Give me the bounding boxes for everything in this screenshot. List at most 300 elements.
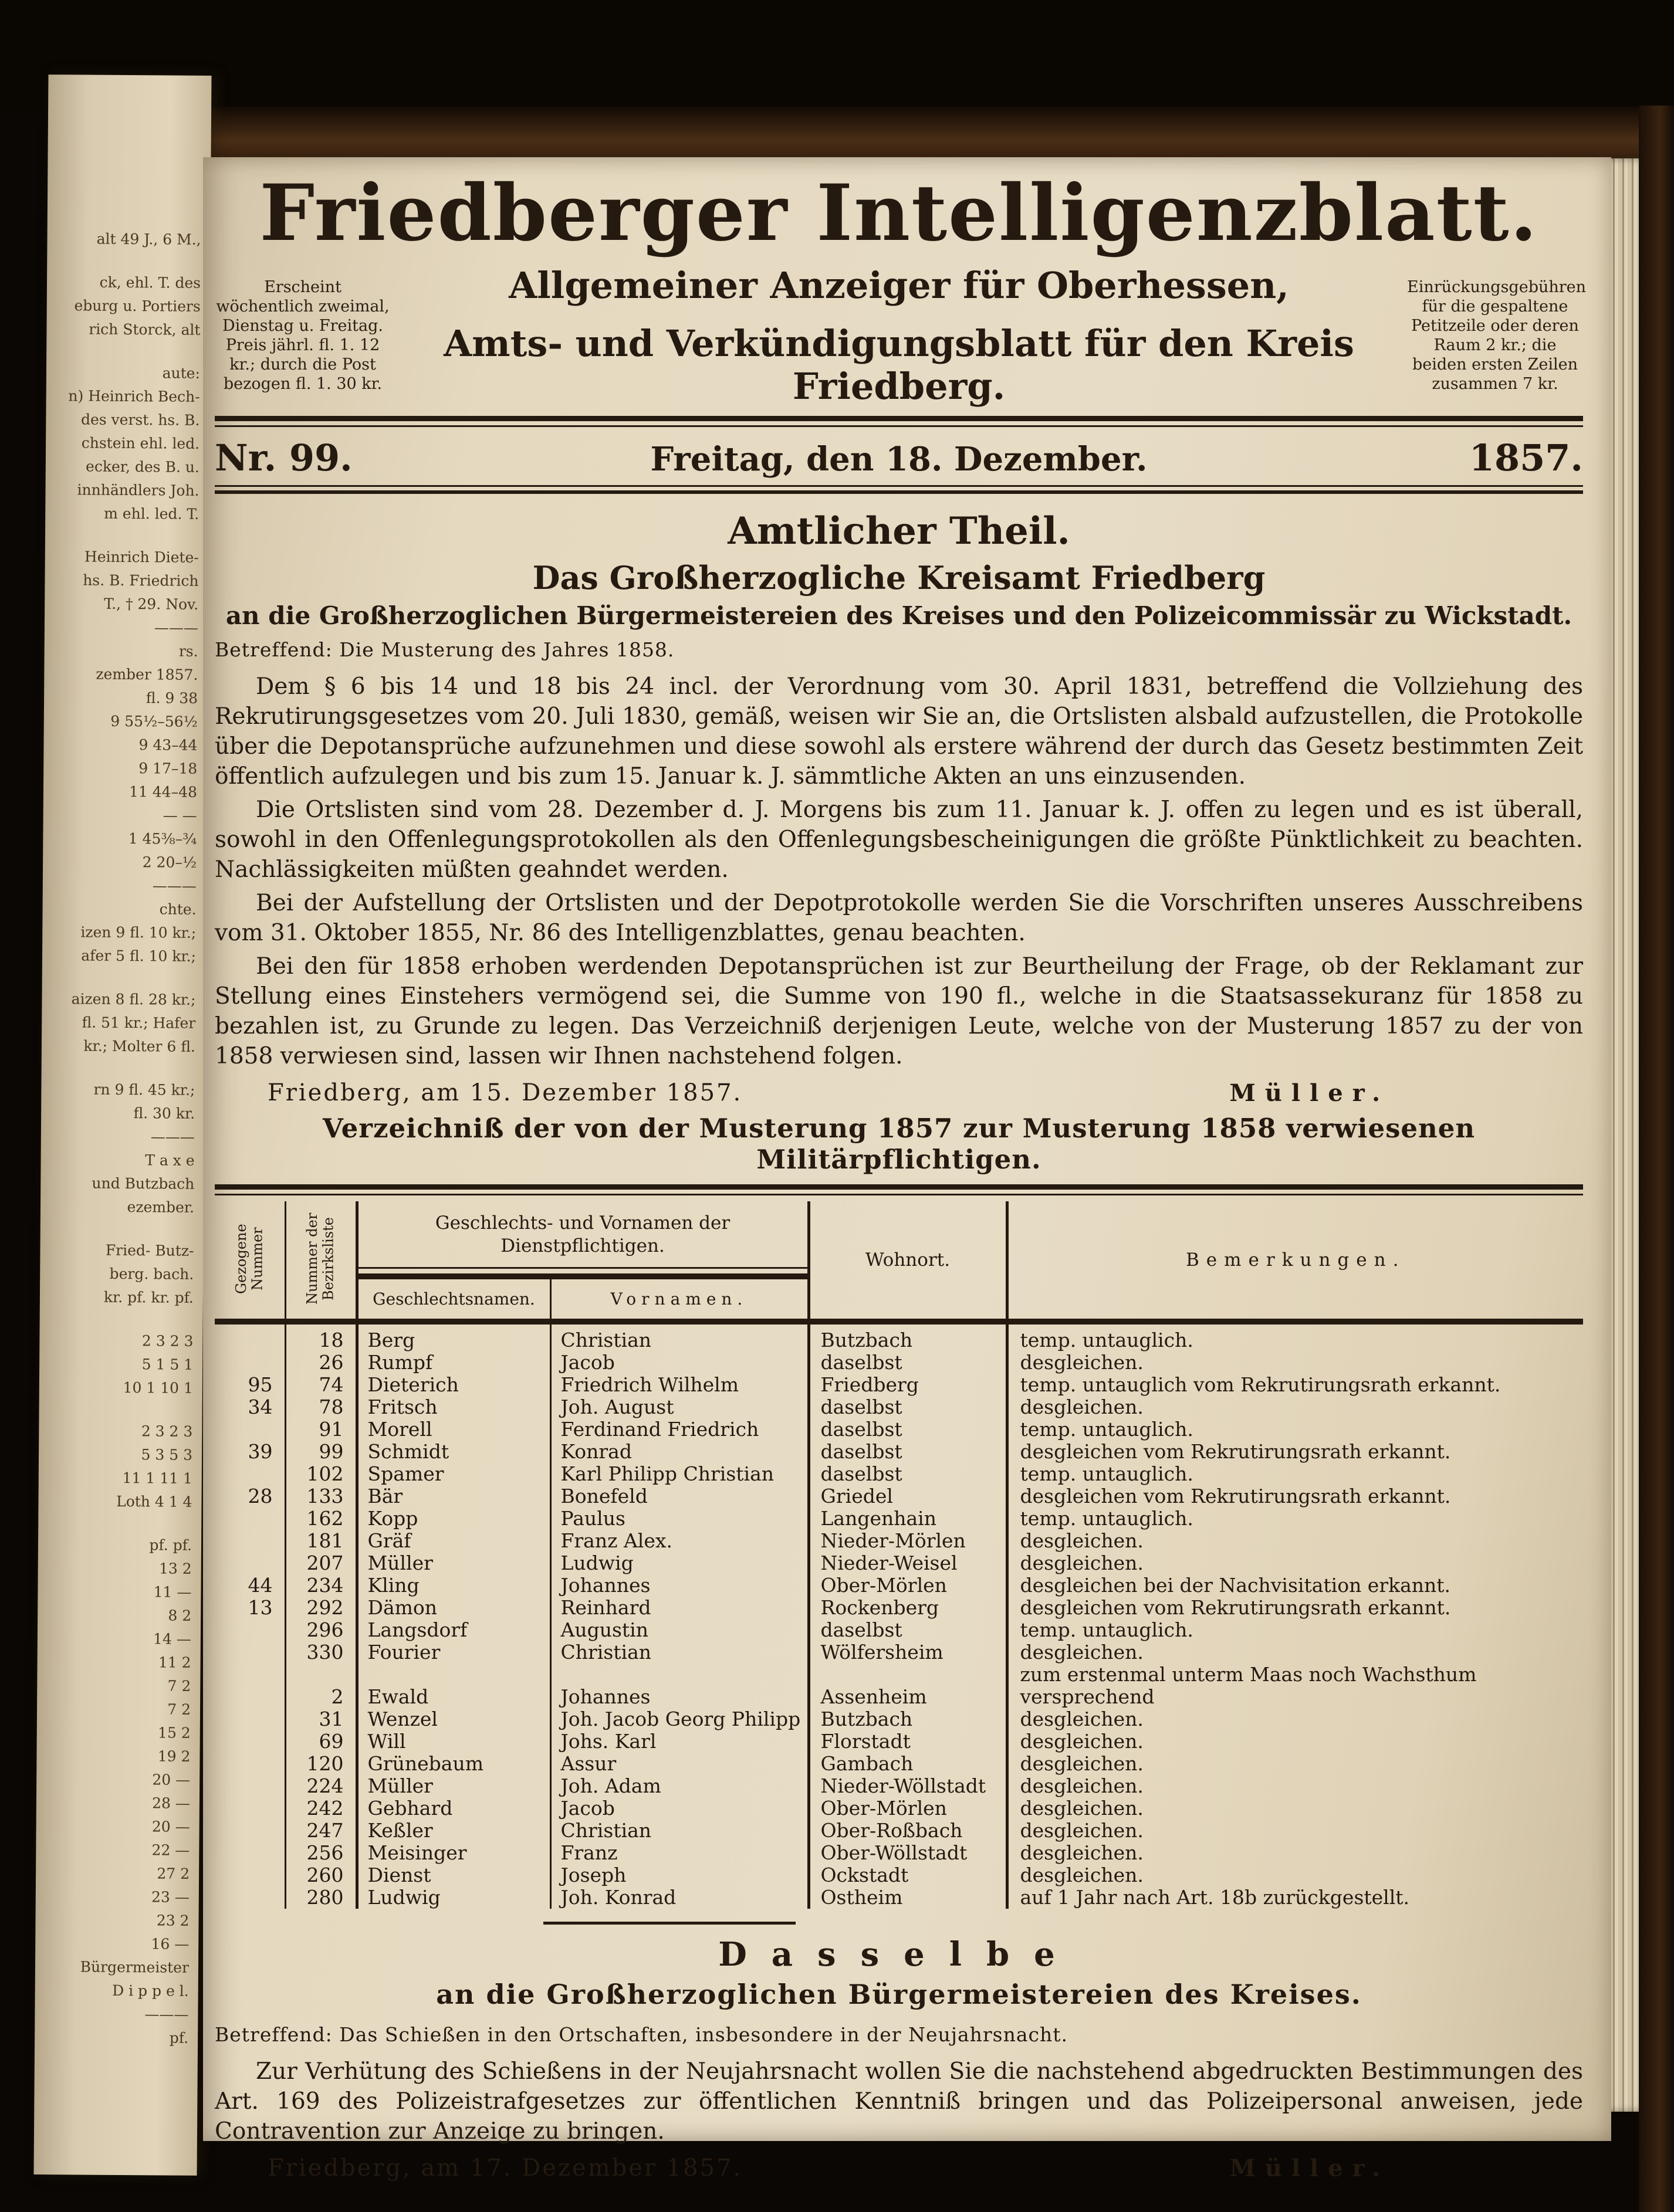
cell-residence: Griedel (809, 1485, 1007, 1508)
margin-fragment: fl. 51 kr.; Hafer (82, 1014, 196, 1032)
cell-drawn-number (215, 1641, 285, 1664)
column-header-district-number-label: Nummer der Bezirksliste (303, 1212, 337, 1305)
cell-remarks: desgleichen bei der Nachvisitation erkannt. (1007, 1574, 1583, 1597)
margin-fragment: 23 2 (156, 1912, 190, 1929)
divider-rule (215, 485, 1583, 487)
cell-district-number: 133 (285, 1485, 357, 1508)
table-row (215, 1619, 1583, 1641)
cell-remarks: desgleichen. (1007, 1708, 1583, 1730)
cell-residence: daselbst (809, 1619, 1007, 1641)
cell-drawn-number: 34 (248, 1395, 273, 1418)
margin-fragment: ——— (150, 1128, 195, 1146)
cell-district-number: 2 (285, 1664, 357, 1708)
masthead-row (215, 263, 1587, 408)
body-paragraph: Dem § 6 bis 14 und 18 bis 24 incl. der Verordnung vom 30. April 1831, betreffend die Vollziehung des Rekrutirungsgesetzes vom 20. Juli 1830, gemäß, weisen wir Sie an, die Ortslisten alsbald aufzustellen, die Protokolle über die Depotansprüche aufzunehmen und diese sowohl als erstere während der durch das Gesetz bestimmten Zeit öffentlich aufzulegen und bis zum 15. Januar k. J. sämmtliche Akten an uns einzusenden. (215, 673, 1583, 790)
margin-fragment: 2 3 2 3 (141, 1422, 193, 1440)
divider-rule (215, 1184, 1583, 1190)
margin-fragment (45, 525, 208, 546)
margin-fragment: 9 17–18 (138, 760, 198, 777)
cell-surname: Grünebaum (357, 1753, 550, 1775)
table-row (215, 1441, 1583, 1463)
cell-residence: daselbst (809, 1441, 1007, 1463)
margin-fragment: Fried- Butz- (105, 1241, 194, 1259)
margin-fragment: 9 43–44 (138, 736, 198, 754)
cell-drawn-number (215, 1508, 285, 1530)
cell-drawn-number: 95 (248, 1373, 273, 1396)
margin-fragment: fl. 30 kr. (133, 1105, 195, 1122)
cell-residence: daselbst (809, 1351, 1007, 1374)
cell-district-number: 102 (285, 1463, 357, 1485)
margin-fragment: chte. (159, 900, 197, 918)
margin-fragment: 15 2 (157, 1724, 191, 1742)
margin-fragment: izen 9 fl. 10 kr.; (80, 923, 197, 941)
table-row (215, 1374, 1583, 1396)
cell-remarks: desgleichen. (1007, 1797, 1583, 1820)
margin-fragment: 5 1 5 1 (141, 1356, 194, 1373)
margin-fragment: rich Storck, alt (89, 320, 201, 338)
margin-fragment: 11 — (153, 1583, 192, 1601)
cell-district-number: 91 (285, 1418, 357, 1441)
cell-district-number: 296 (285, 1619, 357, 1641)
cell-drawn-number (215, 1619, 285, 1641)
cell-firstname: Joh. Adam (550, 1775, 809, 1797)
table-row (215, 1530, 1583, 1552)
cell-district-number: 330 (285, 1641, 357, 1664)
column-header-residence: Wohnort. (809, 1201, 1007, 1322)
cell-surname: Dienst (357, 1864, 550, 1886)
divider-rule (215, 1194, 1583, 1195)
margin-fragment: eburg u. Portiers (74, 297, 201, 315)
margin-fragment: aute: (162, 364, 201, 382)
cell-drawn-number (215, 1753, 285, 1775)
cell-district-number: 280 (285, 1886, 357, 1909)
table-row (215, 1641, 1583, 1664)
margin-fragment: 2 20–½ (142, 853, 197, 871)
masthead-title: Friedberger Intelligenzblatt. (259, 168, 1538, 259)
margin-fragment: und Butzbach (92, 1174, 195, 1193)
cell-residence: Butzbach (809, 1322, 1007, 1351)
cell-firstname: Paulus (550, 1508, 809, 1530)
table-row (215, 1842, 1583, 1864)
cell-district-number: 256 (285, 1842, 357, 1864)
addressees: an die Großherzoglichen Bürgermeistereien des Kreises und den Polizeicommissär zu Wickstadt. (225, 601, 1572, 630)
cell-firstname: Friedrich Wilhelm (550, 1374, 809, 1396)
cell-firstname: Bonefeld (550, 1485, 809, 1508)
margin-fragment: ezember. (127, 1198, 195, 1216)
margin-fragment: Loth 4 1 4 (116, 1492, 192, 1510)
column-header-firstname: Vornamen. (550, 1276, 809, 1322)
margin-fragment: D i p p e l. (112, 1981, 189, 2000)
subtitle-line1: Allgemeiner Anzeiger für Oberhessen, (509, 263, 1289, 307)
roster-title: Verzeichniß der von der Musterung 1857 zur Musterung 1858 verwiesenen Militärpflichtigen. (322, 1112, 1476, 1175)
muster-roster-table (215, 1201, 1583, 1909)
margin-fragment (47, 250, 210, 272)
margin-fragment: pf. (169, 2029, 189, 2047)
cell-residence: daselbst (809, 1418, 1007, 1441)
table-row (215, 1508, 1583, 1530)
table-row (215, 1820, 1583, 1842)
cell-firstname: Christian (550, 1641, 809, 1664)
cell-drawn-number (215, 1797, 285, 1820)
cell-residence: Nieder-Mörlen (809, 1530, 1007, 1552)
cell-surname: Bär (357, 1485, 550, 1508)
issuing-authority: Das Großherzogliche Kreisamt Friedberg (532, 558, 1266, 597)
cell-firstname: Joh. Konrad (550, 1886, 809, 1909)
cell-firstname: Christian (550, 1322, 809, 1351)
table-row (215, 1864, 1583, 1886)
margin-fragment (42, 1058, 205, 1079)
cell-residence: daselbst (809, 1396, 1007, 1418)
cell-remarks: desgleichen vom Rekrutirungsrath erkannt. (1007, 1597, 1583, 1619)
margin-fragment (46, 341, 209, 362)
cell-firstname: Assur (550, 1753, 809, 1775)
margin-fragment: 28 — (152, 1794, 191, 1812)
cell-firstname: Johannes (550, 1574, 809, 1597)
cell-district-number: 69 (285, 1730, 357, 1753)
cell-firstname: Johs. Karl (550, 1730, 809, 1753)
cell-drawn-number (215, 1864, 285, 1886)
margin-fragment: 13 2 (158, 1560, 192, 1577)
margin-fragment: ——— (154, 619, 199, 636)
section-divider (543, 1922, 796, 1925)
second-body-paragraph: Zur Verhütung des Schießens in der Neujahrsnacht wollen Sie die nachstehend abgedruckten Bestimmungen des Art. 169 des Polizeistrafgesetzes zur öffentlichen Kenntniß bringen und das Polizeipersonal anweisen, jede Contravention zur Anzeige zu bringen. (215, 2058, 1583, 2145)
cell-drawn-number (215, 1775, 285, 1797)
body-paragraph: Bei der Aufstellung der Ortslisten und der Depotprotokolle werden Sie die Vorschriften unseres Ausschreibens vom 31. Oktober 1855, Nr. 86 des Intelligenzblattes, genau beachten. (215, 889, 1583, 946)
cell-drawn-number (215, 1730, 285, 1753)
cell-surname: Müller (357, 1552, 550, 1574)
margin-fragment: 27 2 (157, 1865, 190, 1882)
cell-remarks: temp. untauglich. (1007, 1322, 1583, 1351)
cell-remarks: zum erstenmal unterm Maas noch Wachsthum versprechend (1007, 1664, 1583, 1708)
cell-firstname: Joseph (550, 1864, 809, 1886)
margin-fragment: 16 — (151, 1935, 190, 1953)
cell-remarks: desgleichen vom Rekrutirungsrath erkannt. (1007, 1441, 1583, 1463)
cell-district-number: 292 (285, 1597, 357, 1619)
cell-firstname: Reinhard (550, 1597, 809, 1619)
cell-surname: Schmidt (357, 1441, 550, 1463)
table-row (215, 1664, 1583, 1708)
cell-residence: Ober-Wöllstadt (809, 1842, 1007, 1864)
margin-fragment: 7 2 (167, 1701, 191, 1718)
cell-residence: Wölfersheim (809, 1641, 1007, 1664)
margin-fragment: 20 — (152, 1771, 191, 1788)
second-notice-title: Dasselbe (718, 1935, 1080, 1974)
cell-residence: Nieder-Wöllstadt (809, 1775, 1007, 1797)
cell-district-number: 207 (285, 1552, 357, 1574)
subject-line: Betreffend: Die Musterung des Jahres 1858. (215, 638, 675, 661)
margin-fragment: 8 2 (168, 1607, 192, 1624)
cell-district-number: 18 (285, 1322, 357, 1351)
margin-fragment: 14 — (153, 1630, 191, 1648)
cell-district-number: 260 (285, 1864, 357, 1886)
cell-district-number: 242 (285, 1797, 357, 1820)
cell-surname: Fritsch (357, 1396, 550, 1418)
issue-year: 1857. (1469, 436, 1583, 479)
margin-fragment (40, 1309, 203, 1330)
margin-fragment: ck, ehl. T. des (99, 273, 201, 292)
newspaper-page (203, 157, 1611, 2182)
table-row (215, 1574, 1583, 1597)
cell-district-number: 162 (285, 1508, 357, 1530)
cell-surname: Kopp (357, 1508, 550, 1530)
table-row (215, 1597, 1583, 1619)
margin-fragment: 5 3 5 3 (141, 1446, 193, 1464)
table-row (215, 1463, 1583, 1485)
issue-number: Nr. 99. (215, 436, 353, 479)
cell-drawn-number (215, 1552, 285, 1574)
column-header-drawn-number (215, 1201, 285, 1322)
margin-fragment: aizen 8 fl. 28 kr.; (71, 990, 196, 1008)
cell-remarks: desgleichen. (1007, 1396, 1583, 1418)
column-header-remarks: Bemerkungen. (1007, 1201, 1583, 1322)
cell-drawn-number (215, 1530, 285, 1552)
cell-surname: Meisinger (357, 1842, 550, 1864)
cell-remarks: desgleichen. (1007, 1842, 1583, 1864)
body-paragraph: Bei den für 1858 erhoben werdenden Depotansprüchen ist zur Beurtheilung der Frage, ob der Reklamant zur Stellung eines Einstehers vermögend sei, die Summe von 190 fl., welche in die Staatsassekuranz für 1858 zu bezahlen ist, zu Grunde zu legen. Das Verzeichniß derjenigen Leute, welche von der Musterung 1857 zu der von 1858 verwiesen sind, lassen wir Ihnen nachstehend folgen. (215, 953, 1583, 1069)
cell-remarks: desgleichen. (1007, 1641, 1583, 1664)
cell-residence: Friedberg (809, 1374, 1007, 1396)
margin-fragment: ecker, des B. u. (86, 458, 199, 476)
margin-fragment: 10 1 10 1 (123, 1379, 193, 1397)
margin-fragment: 11 1 11 1 (122, 1469, 192, 1487)
margin-fragment: Bürgermeister (80, 1958, 190, 1976)
margin-fragment: — — (163, 807, 197, 824)
cell-firstname: Ferdinand Friedrich (550, 1418, 809, 1441)
cell-remarks: desgleichen. (1007, 1775, 1583, 1797)
cell-district-number: 31 (285, 1708, 357, 1730)
body-paragraph: Die Ortslisten sind vom 28. Dezember d. J. Morgens bis zum 11. Januar k. J. offen zu legen und es ist überall, sowohl in den Offenlegungsprotokollen als den Offenlegungsbescheinigungen die größte Pünktlichkeit zu beachten. Nachlässigkeiten müßten geahndet werden. (215, 796, 1583, 883)
cell-remarks: temp. untauglich. (1007, 1463, 1583, 1485)
cell-residence: Ober-Roßbach (809, 1820, 1007, 1842)
cell-district-number: 181 (285, 1530, 357, 1552)
cell-surname: Keßler (357, 1820, 550, 1842)
margin-fragment (42, 967, 205, 988)
cell-surname: Gebhard (357, 1797, 550, 1820)
second-signature: Müller. (1229, 2154, 1389, 2182)
margin-fragment: des verst. hs. B. (80, 411, 200, 429)
cell-residence: Ober-Mörlen (809, 1797, 1007, 1820)
cell-surname: Gräf (357, 1530, 550, 1552)
margin-fragment: chstein ehl. led. (81, 434, 200, 452)
cell-residence: Langenhain (809, 1508, 1007, 1530)
margin-fragment (38, 1513, 201, 1534)
dateline: Friedberg, am 15. Dezember 1857. (268, 1079, 743, 1106)
cell-remarks: desgleichen vom Rekrutirungsrath erkannt. (1007, 1485, 1583, 1508)
divider-rule (215, 416, 1583, 421)
cell-remarks: temp. untauglich vom Rekrutirungsrath erkannt. (1007, 1374, 1583, 1396)
cell-drawn-number (215, 1886, 285, 1909)
background-top (0, 0, 1674, 111)
second-dateline-row (215, 2155, 1583, 2182)
cell-remarks: desgleichen. (1007, 1530, 1583, 1552)
cell-remarks: desgleichen. (1007, 1351, 1583, 1374)
table-row (215, 1322, 1583, 1351)
column-header-district-number (285, 1201, 357, 1322)
cell-residence: Butzbach (809, 1708, 1007, 1730)
margin-fragment: berg. bach. (109, 1265, 194, 1283)
margin-fragment: kr.; Molter 6 fl. (83, 1037, 196, 1055)
cell-drawn-number (215, 1820, 285, 1842)
margin-fragment: pf. pf. (149, 1536, 192, 1554)
cell-surname: Dämon (357, 1597, 550, 1619)
margin-fragment: 19 2 (157, 1747, 191, 1765)
signature: Müller. (1229, 1079, 1389, 1107)
second-dateline: Friedberg, am 17. Dezember 1857. (268, 2154, 743, 2181)
second-subject-line: Betreffend: Das Schießen in den Ortschaften, insbesondere in der Neujahrsnacht. (215, 2023, 1068, 2046)
cell-firstname: Christian (550, 1820, 809, 1842)
cell-remarks: auf 1 Jahr nach Art. 18b zurückgestellt. (1007, 1886, 1583, 1909)
cell-district-number: 120 (285, 1753, 357, 1775)
margin-fragment: 7 2 (167, 1677, 191, 1695)
column-header-surname: Geschlechtsnamen. (357, 1276, 550, 1322)
cell-firstname: Joh. August (550, 1396, 809, 1418)
margin-fragment: 22 — (151, 1841, 190, 1859)
column-header-names-group (357, 1201, 809, 1276)
cell-drawn-number (215, 1351, 285, 1374)
cell-drawn-number: 13 (248, 1596, 273, 1619)
section-title: Amtlicher Theil. (728, 509, 1070, 553)
margin-fragment: m ehl. led. T. (104, 504, 199, 523)
cell-surname: Fourier (357, 1641, 550, 1664)
cell-surname: Will (357, 1730, 550, 1753)
cell-firstname: Karl Philipp Christian (550, 1463, 809, 1485)
cell-firstname: Konrad (550, 1441, 809, 1463)
cell-remarks: desgleichen. (1007, 1552, 1583, 1574)
margin-fragment (39, 1399, 202, 1420)
divider-rule (215, 490, 1583, 494)
margin-fragment-list (35, 74, 211, 2050)
cell-residence: daselbst (809, 1463, 1007, 1485)
cell-surname: Berg (357, 1322, 550, 1351)
margin-fragment: n) Heinrich Bech- (68, 387, 200, 405)
cell-district-number: 78 (285, 1396, 357, 1418)
margin-fragment: 9 55½–56½ (110, 712, 198, 730)
cell-residence: Assenheim (809, 1664, 1007, 1708)
margin-fragment: afer 5 fl. 10 kr.; (81, 947, 197, 965)
margin-fragment: T., † 29. Nov. (104, 595, 199, 613)
margin-fragment: 23 — (151, 1888, 190, 1906)
cell-firstname: Augustin (550, 1619, 809, 1641)
cell-residence: Ostheim (809, 1886, 1007, 1909)
advertising-rates-note: Einrückungsgebühren für die gespaltene Petitzeile oder deren Raum 2 kr.; die beiden ersten Zeilen zusammen 7 kr. (1407, 278, 1587, 394)
cell-drawn-number (215, 1463, 285, 1485)
divider-rule (215, 425, 1583, 427)
table-row (215, 1396, 1583, 1418)
cell-firstname: Franz Alex. (550, 1530, 809, 1552)
margin-fragment: 1 45⅜–¾ (128, 830, 197, 848)
masthead-subtitles (405, 264, 1393, 408)
cell-residence: Nieder-Weisel (809, 1552, 1007, 1574)
cell-drawn-number (215, 1322, 285, 1351)
cell-drawn-number: 39 (248, 1439, 273, 1463)
cell-residence: Ockstadt (809, 1864, 1007, 1886)
margin-fragment: hs. B. Friedrich (83, 571, 199, 590)
cell-remarks: desgleichen. (1007, 1730, 1583, 1753)
cell-drawn-number: 44 (248, 1573, 273, 1597)
cell-drawn-number (215, 1842, 285, 1864)
cell-firstname: Joh. Jacob Georg Philipp (550, 1708, 809, 1730)
cell-district-number: 247 (285, 1820, 357, 1842)
cell-firstname: Ludwig (550, 1552, 809, 1574)
margin-fragment: innhändlers Joh. (77, 481, 199, 499)
publication-schedule-note: Erscheint wöchentlich zweimal, Dienstag u. Freitag. Preis jährl. fl. 1. 12 kr.; durch die Post bezogen fl. 1. 30 kr. (216, 278, 390, 394)
column-header-drawn-number-label: Gezogene Nummer (232, 1223, 266, 1294)
cell-residence: Rockenberg (809, 1597, 1007, 1619)
margin-fragment: 11 44–48 (128, 783, 198, 801)
cell-surname: Kling (357, 1574, 550, 1597)
margin-fragment: 11 2 (158, 1654, 191, 1671)
cell-drawn-number: 28 (248, 1484, 273, 1508)
cell-surname: Wenzel (357, 1708, 550, 1730)
margin-fragment: ——— (144, 2006, 189, 2023)
margin-fragment: 2 3 2 3 (141, 1332, 194, 1350)
cell-firstname: Jacob (550, 1797, 809, 1820)
dateline-row (215, 1079, 1583, 1107)
cell-surname: Müller (357, 1775, 550, 1797)
column-header-names-group-label: Geschlechts- und Vornamen der Dienstpflichtigen. (359, 1206, 807, 1269)
cell-surname: Ludwig (357, 1886, 550, 1909)
cell-remarks: desgleichen. (1007, 1864, 1583, 1886)
margin-fragment (40, 1218, 204, 1239)
table-row (215, 1775, 1583, 1797)
margin-fragment: ——— (152, 877, 197, 895)
cell-surname: Spamer (357, 1463, 550, 1485)
cell-surname: Dieterich (357, 1374, 550, 1396)
previous-page-edge (34, 74, 212, 2176)
cell-drawn-number (215, 1418, 285, 1441)
margin-fragment: kr. pf. kr. pf. (103, 1288, 194, 1306)
cell-drawn-number (215, 1664, 285, 1708)
cell-remarks: desgleichen. (1007, 1753, 1583, 1775)
cell-firstname: Jacob (550, 1351, 809, 1374)
cell-firstname: Franz (550, 1842, 809, 1864)
cell-remarks: temp. untauglich. (1007, 1508, 1583, 1530)
table-row (215, 1552, 1583, 1574)
cell-district-number: 99 (285, 1441, 357, 1463)
issue-line (215, 436, 1583, 479)
second-notice-addressees: an die Großherzoglichen Bürgermeistereien des Kreises. (436, 1978, 1362, 2010)
margin-fragment: Heinrich Diete- (84, 548, 199, 566)
cell-drawn-number (215, 1708, 285, 1730)
margin-fragment: rs. (178, 642, 198, 660)
cell-surname: Langsdorf (357, 1619, 550, 1641)
cell-surname: Morell (357, 1418, 550, 1441)
margin-fragment: fl. 9 38 (146, 689, 198, 707)
table-row (215, 1485, 1583, 1508)
table-row (215, 1351, 1583, 1374)
cell-district-number: 224 (285, 1775, 357, 1797)
cell-residence: Ober-Mörlen (809, 1574, 1007, 1597)
margin-fragment: 20 — (151, 1818, 190, 1835)
cell-district-number: 74 (285, 1374, 357, 1396)
cell-firstname: Johannes (550, 1664, 809, 1708)
table-row (215, 1753, 1583, 1775)
margin-fragment: T a x e (145, 1151, 195, 1169)
table-row (215, 1730, 1583, 1753)
subtitle-line2: Amts- und Verkündigungsblatt für den Kreis Friedberg. (444, 321, 1354, 408)
table-row (215, 1886, 1583, 1909)
cell-surname: Ewald (357, 1664, 550, 1708)
cell-residence: Florstadt (809, 1730, 1007, 1753)
cell-remarks: desgleichen. (1007, 1820, 1583, 1842)
table-row (215, 1797, 1583, 1820)
cell-remarks: temp. untauglich. (1007, 1619, 1583, 1641)
cell-district-number: 234 (285, 1574, 357, 1597)
book-cover-right-edge (1639, 106, 1674, 2212)
table-row (215, 1418, 1583, 1441)
margin-fragment: rn 9 fl. 45 kr.; (93, 1080, 195, 1099)
cell-surname: Rumpf (357, 1351, 550, 1374)
